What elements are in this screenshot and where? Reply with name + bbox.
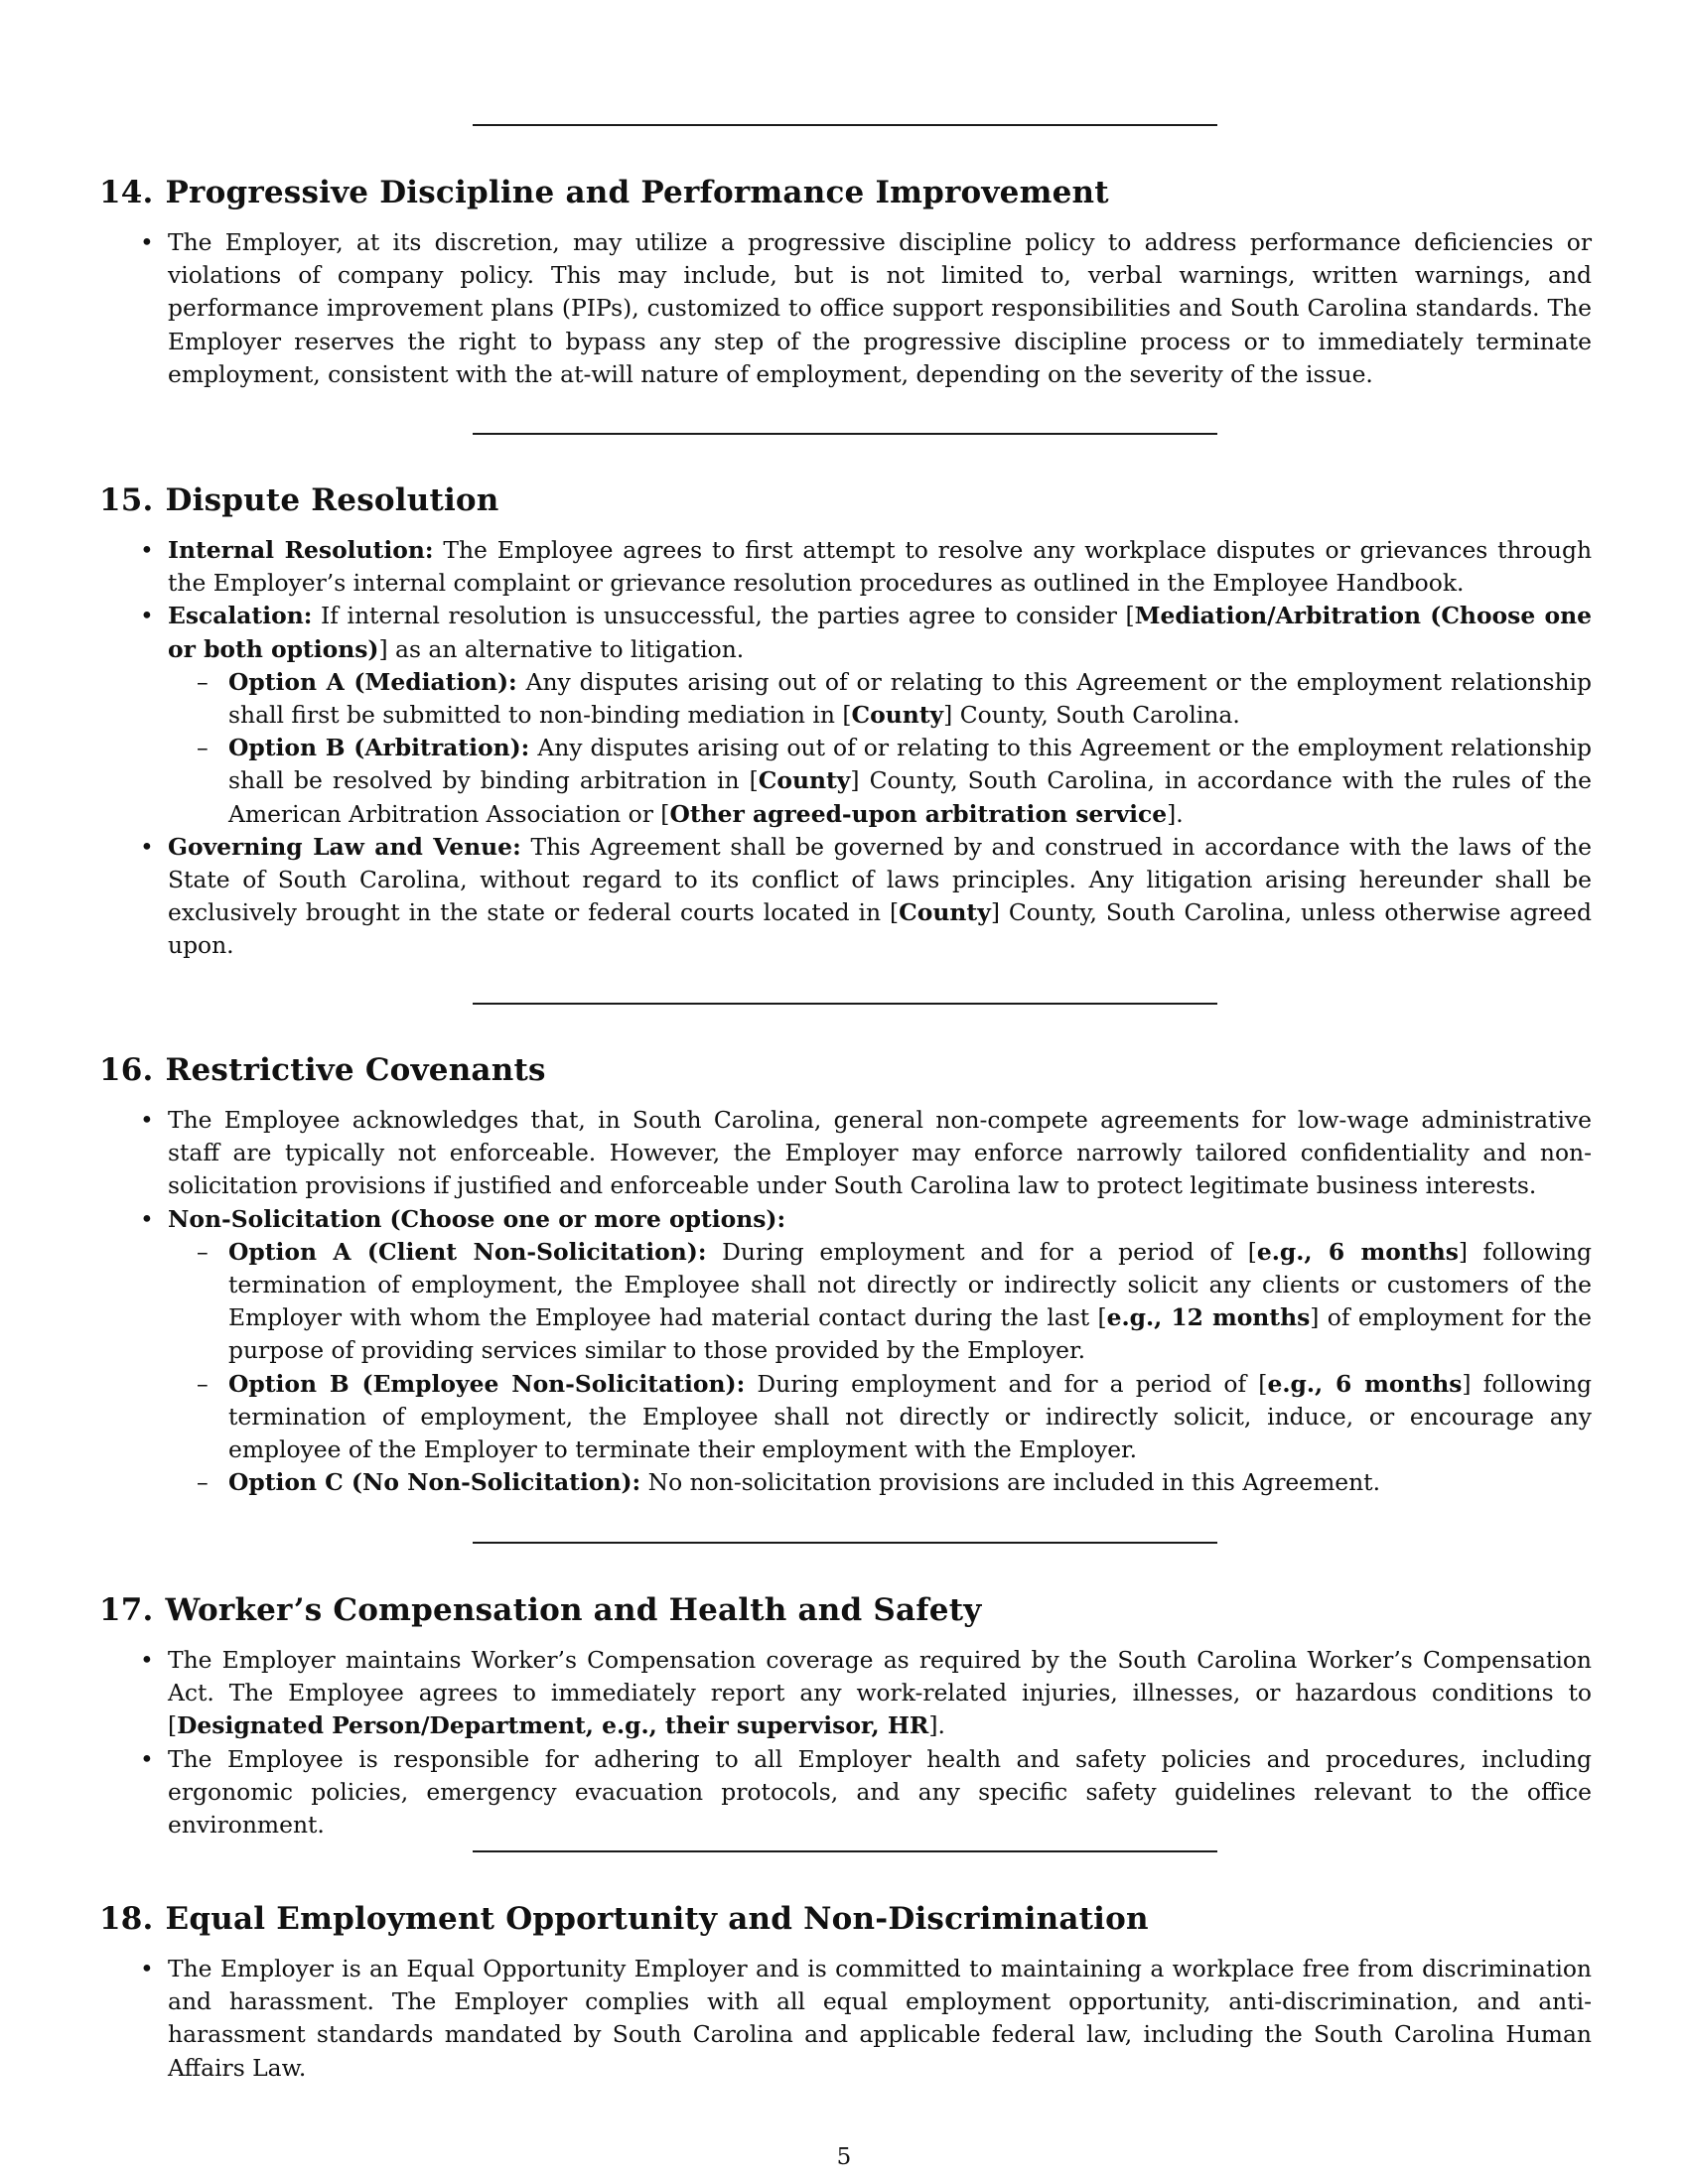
bullet-list <box>168 226 1592 391</box>
option-label: Option B (Employee Non-Solicitation): <box>228 1369 746 1398</box>
option-item <box>228 1236 1592 1368</box>
option-label: Option A (Client Non-Solicitation): <box>228 1237 707 1266</box>
paragraph-text: The Employee agrees to first attempt to resolve any workplace disputes or grievances through the Employer’s internal complaint or grievance resolution procedures as outlined in the Employee Handbook. <box>168 536 1593 598</box>
section-title: Progressive Discipline and Performance Improvement <box>165 175 1109 210</box>
section-title: Worker’s Compensation and Health and Safety <box>165 1592 982 1628</box>
list-item <box>168 1953 1592 2085</box>
option-list <box>168 666 1592 831</box>
section-title: Restrictive Covenants <box>165 1052 546 1088</box>
option-item <box>228 1466 1592 1499</box>
list-item-non-solicitation <box>168 1203 1592 1500</box>
item-label: Governing Law and Venue: <box>168 832 521 861</box>
paragraph-text: ] County, South Carolina, unless otherwise agreed upon. <box>168 898 1593 960</box>
list-item <box>168 1644 1592 1743</box>
paragraph-text: No non-solicitation provisions are included in this Agreement. <box>647 1468 1381 1497</box>
section-number: 16. <box>99 1052 154 1088</box>
option-list <box>168 1236 1592 1500</box>
paragraph-text: ] of employment for the purpose of providing services similar to those provided by the Employer. <box>228 1303 1592 1365</box>
paragraph-text: ] following termination of employment, the Employee shall not directly or indirectly solicit any clients or customers of the Employer with whom the Employee had material contact during the last [ <box>228 1237 1593 1332</box>
option-item <box>228 732 1592 831</box>
list-item-governing-law <box>168 831 1592 963</box>
bullet-list <box>168 1104 1592 1499</box>
paragraph-text: ]. <box>928 1711 945 1740</box>
paragraph-text: The Employee is responsible for adhering to all Employer health and safety policies and procedures, including ergonomic policies, emergency evacuation protocols, and any specific safety guidelines relevant to the office environment. <box>168 1744 1592 1840</box>
placeholder-field: e.g., 6 months <box>1267 1369 1463 1398</box>
item-label: Non-Solicitation (Choose one or more options): <box>168 1204 786 1233</box>
paragraph-text: Any disputes arising out of or relating to this Agreement or the employment relationship shall first be submitted to non-binding mediation in [ <box>228 667 1592 730</box>
bullet-list <box>168 1953 1592 2085</box>
paragraph-text: If internal resolution is unsuccessful, the parties agree to consider [ <box>320 602 1135 630</box>
section-heading <box>99 480 1589 520</box>
bullet-list <box>168 1644 1592 1842</box>
section-divider <box>473 1542 1217 1544</box>
list-item <box>168 226 1592 391</box>
section-18 <box>99 1899 1592 2082</box>
paragraph-text: During employment and for a period of [ <box>757 1369 1268 1398</box>
placeholder-field: County <box>899 898 991 927</box>
paragraph-text: This Agreement shall be governed by and construed in accordance with the laws of the State of South Carolina, without regard to its conflict of laws principles. Any litigation arising hereunder shall be exclusively brought in the state or federal courts located in [ <box>168 832 1592 927</box>
section-16 <box>99 1050 1593 1497</box>
section-15 <box>99 480 1593 960</box>
placeholder-field: County <box>758 766 851 795</box>
section-title: Equal Employment Opportunity and Non-Discrimination <box>165 1901 1149 1937</box>
section-number: 17. <box>99 1592 154 1628</box>
paragraph-text: The Employer maintains Worker’s Compensation coverage as required by the South Carolina Worker’s Compensation Act. The Employee agrees to immediately report any work-related injuries, illnesses, or hazardous conditions to [ <box>168 1646 1592 1740</box>
option-label: Option C (No Non-Solicitation): <box>228 1468 641 1497</box>
section-heading <box>99 1590 1589 1630</box>
section-divider <box>473 1850 1217 1852</box>
paragraph-text: ] as an alternative to litigation. <box>378 634 745 663</box>
option-item <box>228 666 1592 732</box>
placeholder-field: County <box>851 701 944 730</box>
paragraph-text: The Employee acknowledges that, in South Carolina, general non-compete agreements for low-wage administrative staff are typically not enforceable. However, the Employer may enforce narrowly tailored confidentiality and non-solicitation provisions if justified and enforceable under South Carolina law to protect legitimate business interests. <box>168 1106 1592 1200</box>
section-number: 14. <box>99 175 154 210</box>
placeholder-field: Designated Person/Department, e.g., their supervisor, HR <box>177 1711 929 1740</box>
paragraph-text: The Employer, at its discretion, may utilize a progressive discipline policy to address performance deficiencies or violations of company policy. This may include, but is not limited to, verbal warnings, written warnings, and performance improvement plans (PIPs), customized to office support responsibilities and South Carolina standards. The Employer reserves the right to bypass any step of the progressive discipline process or to immediately terminate employment, consistent with the at-will nature of employment, depending on the severity of the issue. <box>168 228 1592 388</box>
section-heading <box>99 1050 1589 1090</box>
placeholder-field: Mediation/Arbitration (Choose one or both options) <box>168 602 1592 663</box>
list-item-internal-resolution <box>168 534 1592 600</box>
list-item <box>168 1743 1592 1843</box>
paragraph-text: Any disputes arising out of or relating to this Agreement or the employment relationship shall be resolved by binding arbitration in [ <box>228 734 1592 795</box>
list-item <box>168 1104 1592 1203</box>
item-label: Internal Resolution: <box>168 536 434 564</box>
paragraph-text: ] County, South Carolina. <box>943 701 1240 730</box>
placeholder-field: e.g., 12 months <box>1106 1303 1311 1332</box>
list-item-escalation <box>168 600 1592 830</box>
section-17 <box>99 1590 1592 1840</box>
placeholder-field: e.g., 6 months <box>1256 1237 1459 1266</box>
paragraph-text: ] following termination of employment, the Employee shall not directly or indirectly solicit, induce, or encourage any employee of the Employer to terminate their employment with the Employer. <box>228 1369 1593 1464</box>
section-title: Dispute Resolution <box>165 482 499 518</box>
option-item <box>228 1368 1592 1467</box>
item-label: Escalation: <box>168 602 313 630</box>
bullet-list <box>168 534 1592 963</box>
paragraph-text: ] County, South Carolina, in accordance with the rules of the American Arbitration Association or [ <box>228 766 1592 828</box>
section-divider <box>473 124 1217 126</box>
section-divider <box>473 433 1217 435</box>
section-heading <box>99 1899 1589 1939</box>
paragraph-text: ]. <box>1167 799 1184 828</box>
section-14 <box>99 173 1592 388</box>
paragraph-text: The Employer is an Equal Opportunity Employer and is committed to maintaining a workplace free from discrimination and harassment. The Employer complies with all equal employment opportunity, anti-discrimination, and anti-harassment standards mandated by South Carolina and applicable federal law, including the South Carolina Human Affairs Law. <box>168 1955 1592 2082</box>
section-number: 15. <box>99 482 154 518</box>
option-label: Option A (Mediation): <box>228 667 517 696</box>
paragraph-text: During employment and for a period of [ <box>722 1237 1257 1266</box>
page-number: 5 <box>836 2144 852 2170</box>
section-divider <box>473 1003 1217 1005</box>
option-label: Option B (Arbitration): <box>228 734 530 762</box>
section-heading <box>99 173 1589 212</box>
placeholder-field: Other agreed-upon arbitration service <box>669 799 1168 828</box>
section-number: 18. <box>99 1901 154 1937</box>
